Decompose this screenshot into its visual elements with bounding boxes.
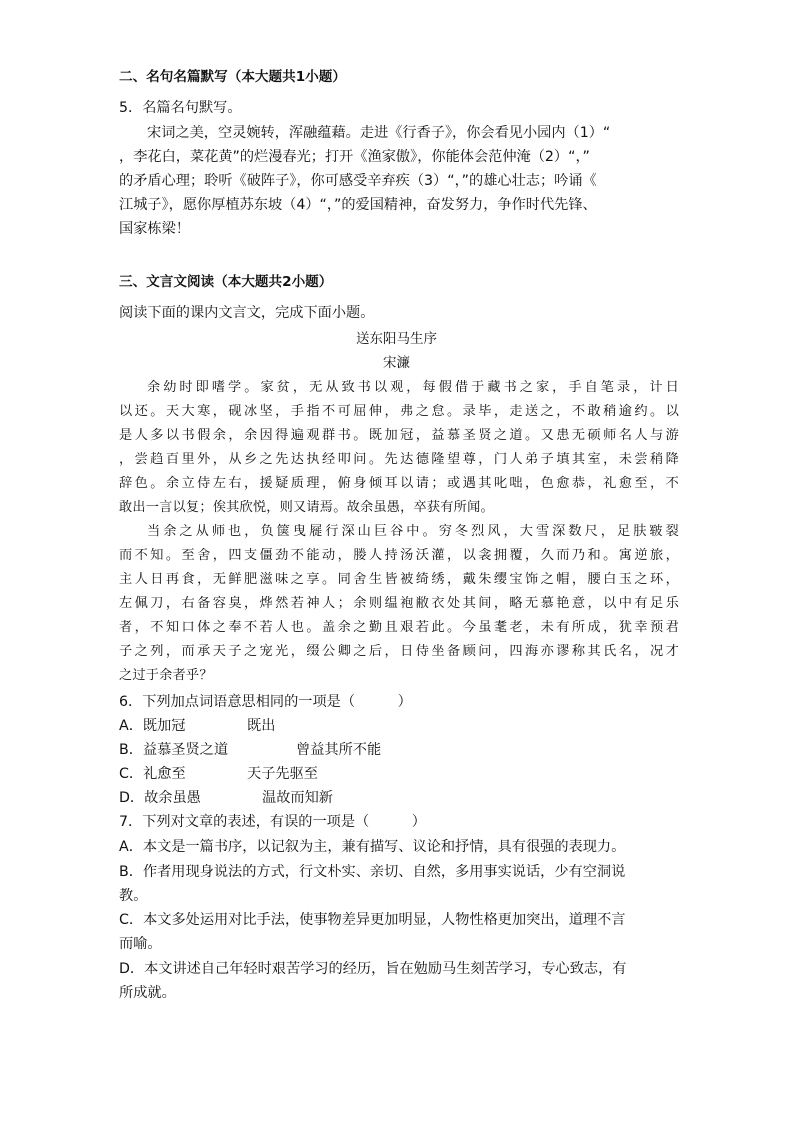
question-5-line: 宋词之美，空灵婉转，浑融蕴藉。走进《行香子》，你会看见小园内（1）“ [147, 125, 611, 141]
question-6-stem: 6．下列加点词语意思相同的一项是（ ） [119, 694, 412, 710]
passage-line: 当余之从师也，负箧曳屣行深山巨谷中。穷冬烈风，大雪深数尺，足肤皲裂 [147, 524, 679, 539]
question-7-option-line: A．本文是一篇书序，以记叙为主，兼有描写、议论和抒情，具有很强的表现力。 [119, 839, 626, 855]
passage-line: 左佩刀，右备容臭，烨然若神人；余则缊袍敝衣处其间，略无慕艳意，以中有足乐 [119, 596, 679, 611]
question-5-title: 5．名篇名句默写。 [119, 100, 242, 116]
question-7-stem: 7．下列对文章的表述，有误的一项是（ ） [119, 814, 426, 830]
passage-line: 之过于余者乎？ [119, 668, 213, 683]
passage-author: 宋濂 [383, 355, 410, 371]
question-7-option-line: C．本文多处运用对比手法，使事物差异更加明显，人物性格更加突出，道理不言 [119, 912, 626, 928]
passage-line: 而不知。至舍，四支僵劲不能动，媵人持汤沃灌，以衾拥覆，久而乃和。寓逆旅， [119, 548, 679, 563]
passage-line: 辞色。余立侍左右，援疑质理，俯身倾耳以请；或遇其叱咄，色愈恭，礼愈至，不 [119, 476, 679, 491]
option-phrase: D．故余虽愚 [119, 790, 201, 806]
passage-line: 是人多以书假余，余因得遍观群书。既加冠，益慕圣贤之道。又患无硕师名人与游 [119, 428, 679, 443]
reading-instruction: 阅读下面的课内文言文，完成下面小题。 [119, 305, 375, 321]
question-5-line: 的矛盾心理；聆听《破阵子》，你可感受辛弃疾（3）“，”的雄心壮志；吟诵《 [119, 173, 597, 189]
passage-line: ，尝趋百里外，从乡之先达执经叩问。先达德隆望尊，门人弟子填其室，未尝稍降 [119, 452, 679, 467]
question-7-option-line: B．作者用现身说法的方式，行文朴实、亲切、自然，多用事实说话，少有空洞说 [119, 864, 626, 880]
question-7-option-line: 所成就。 [119, 985, 176, 1001]
option-phrase: C．礼愈至 [119, 766, 186, 782]
option-phrase: B．益慕圣贤之道 [119, 742, 229, 758]
option-compare-phrase: 既出 [247, 718, 276, 734]
section-heading-poetry: 二、名句名篇默写（本大题共1小题） [119, 69, 346, 85]
passage-line: 主人日再食，无鲜肥滋味之享。同舍生皆被绮绣，戴朱缨宝饰之帽，腰白玉之环， [119, 572, 679, 587]
question-6-option-b [119, 739, 679, 761]
question-7-option-line: 教。 [119, 888, 148, 904]
passage-line: 者，不知口体之奉不若人也。盖余之勤且艰若此。今虽耄老，未有所成，犹幸预君 [119, 620, 679, 635]
question-6-option-a [119, 715, 679, 737]
question-5-line: 国家栋梁！ [119, 221, 190, 237]
question-7-option-line: 而喻。 [119, 936, 162, 952]
passage-line: 以还。天大寒，砚冰坚，手指不可屈伸，弗之怠。录毕，走送之，不敢稍逾约。以 [119, 404, 679, 419]
question-5-line: ，李花白，菜花黄”的烂漫春光；打开《渔家傲》，你能体会范仲淹（2）“，” [119, 149, 590, 165]
option-compare-phrase: 温故而知新 [262, 790, 333, 806]
question-5-line: 江城子》，愿你厚植苏东坡（4）“，”的爱国精神，奋发努力，争作时代先锋、 [119, 197, 597, 213]
option-compare-phrase: 天子先驱至 [247, 766, 318, 782]
passage-line: 余幼时即嗜学。家贫，无从致书以观，每假借于藏书之家，手自笔录，计日 [147, 380, 679, 395]
passage-title: 送东阳马生序 [356, 331, 437, 347]
passage-line: 敢出一言以复；俟其欣悦，则又请焉。故余虽愚，卒获有所闻。 [119, 500, 494, 515]
option-phrase: A．既加冠 [119, 718, 186, 734]
question-7-option-line: D．本文讲述自己年轻时艰苦学习的经历，旨在勉励马生刻苦学习，专心致志，有 [119, 961, 627, 977]
question-6-option-c [119, 763, 679, 785]
option-compare-phrase: 曾益其所不能 [296, 742, 382, 758]
section-heading-classical: 三、文言文阅读（本大题共2小题） [119, 274, 333, 290]
passage-line: 子之列，而承天子之宠光，缀公卿之后，日侍坐备顾问，四海亦谬称其氏名，况才 [119, 644, 679, 659]
question-6-option-d [119, 787, 679, 809]
